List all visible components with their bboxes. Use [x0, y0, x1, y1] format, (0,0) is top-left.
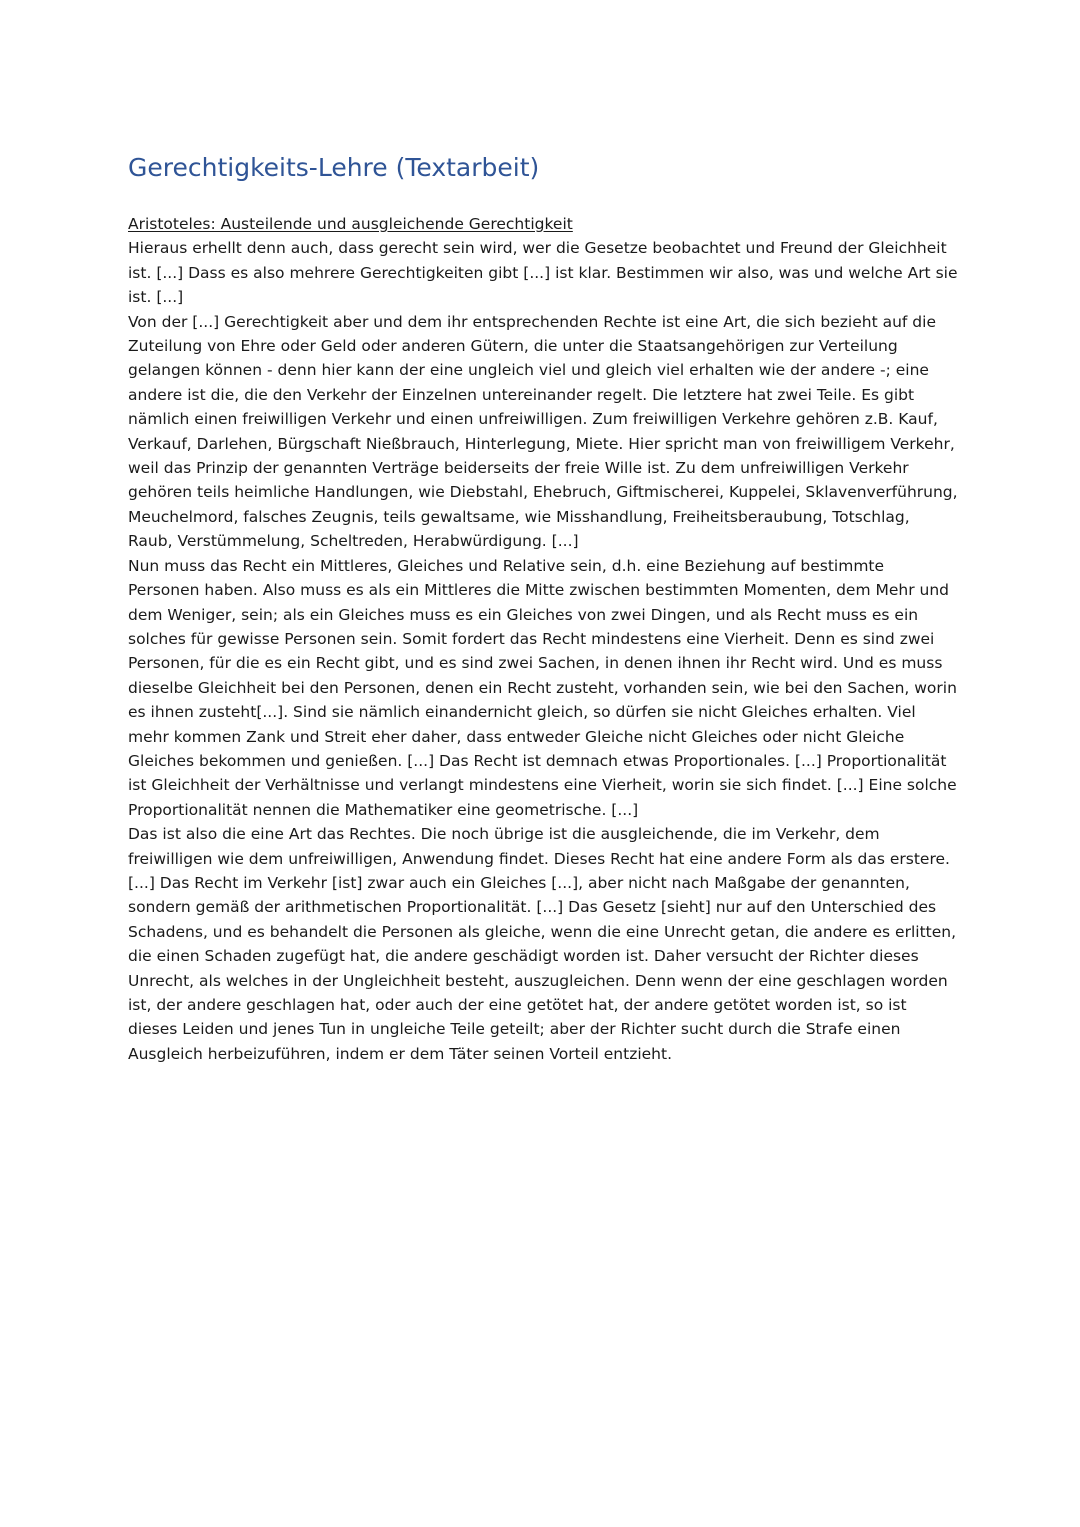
paragraph-intro: Hieraus erhellt denn auch, dass gerecht sein wird, wer die Gesetze beobachtet und Freund der Gleichheit ist. [...] Dass es also mehrere Gerechtigkeiten gibt [...] ist klar. Bestimmen wir also, was und welche Art sie ist. [...] [128, 239, 958, 307]
paragraph-corrective-justice: Das ist also die eine Art das Rechtes. Die noch übrige ist die ausgleichende, die im Verkehr, dem freiwilligen wie dem unfreiwilligen, Anwendung findet. Dieses Recht hat eine andere Form als das erstere. [...] Das Recht im Verkehr [ist] zwar auch ein Gleiches [...], aber nicht nach Maßgabe der genannten, sondern gemäß der arithmetischen Proportionalität. [...] Das Gesetz [sieht] nur auf den Unterschied des Schadens, und es behandelt die Personen als gleiche, wenn die eine Unrecht getan, die andere es erlitten, die einen Schaden zugefügt hat, die andere geschädigt worden ist. Daher versucht der Richter dieses Unrecht, als welches in der Ungleichheit besteht, auszugleichen. Denn wenn der eine geschlagen worden ist, der andere geschlagen hat, oder auch der eine getötet hat, der andere getötet worden ist, so ist dieses Leiden und jenes Tun in ungleiche Teile geteilt; aber der Richter sucht durch die Strafe einen Ausgleich herbeizuführen, indem er dem Täter seinen Vorteil entzieht. [128, 825, 957, 1063]
document-body [128, 212, 958, 1066]
page-title: Gerechtigkeits-Lehre (Textarbeit) [128, 153, 540, 182]
paragraph-distributive-justice: Von der [...] Gerechtigkeit aber und dem ihr entsprechenden Rechte ist eine Art, die sich bezieht auf die Zuteilung von Ehre oder Geld oder anderen Gütern, die unter die Staatsangehörigen zur Verteilung gelangen können - denn hier kann der eine ungleich viel und gleich viel erhalten wie der andere -; eine andere ist die, die den Verkehr der Einzelnen untereinander regelt. Die letztere hat zwei Teile. Es gibt nämlich einen freiwilligen Verkehr und einen unfreiwilligen. Zum freiwilligen Verkehre gehören z.B. Kauf, Verkauf, Darlehen, Bürgschaft Nießbrauch, Hinterlegung, Miete. Hier spricht man von freiwilligem Verkehr, weil das Prinzip der genannten Verträge beiderseits der freie Wille ist. Zu dem unfreiwilligen Verkehr gehören teils heimliche Handlungen, wie Diebstahl, Ehebruch, Giftmischerei, Kuppelei, Sklavenverführung, Meuchelmord, falsches Zeugnis, teils gewaltsame, wie Misshandlung, Freiheitsberaubung, Totschlag, Raub, Verstümmelung, Scheltreden, Herabwürdigung. [...] [128, 312, 958, 551]
paragraph-proportionality: Nun muss das Recht ein Mittleres, Gleiches und Relative sein, d.h. eine Beziehung auf bestimmte Personen haben. Also muss es als ein Mittleres die Mitte zwischen bestimmten Momenten, dem Mehr und dem Weniger, sein; als ein Gleiches muss es ein Gleiches von zwei Dingen, und als Recht muss es ein solches für gewisse Personen sein. Somit fordert das Recht mindestens eine Vierheit. Denn es sind zwei Personen, für die es ein Recht gibt, und es sind zwei Sachen, in denen ihnen ihr Recht wird. Und es muss dieselbe Gleichheit bei den Personen, denen ein Recht zusteht, vorhanden sein, wie bei den Sachen, worin es ihnen zusteht[...]. Sind sie nämlich einandernicht gleich, so dürfen sie nicht Gleiches erhalten. Viel mehr kommen Zank und Streit eher daher, dass entweder Gleiche nicht Gleiches oder nicht Gleiche Gleiches bekommen und genießen. [...] Das Recht ist demnach etwas Proportionales. [...] Proportionalität ist Gleichheit der Verhältnisse und verlangt mindestens eine Vierheit, worin sie sich findet. [...] Eine solche Proportionalität nennen die Mathematiker eine geometrische. [...] [128, 556, 957, 819]
section-subtitle: Aristoteles: Austeilende und ausgleichende Gerechtigkeit [128, 215, 573, 233]
